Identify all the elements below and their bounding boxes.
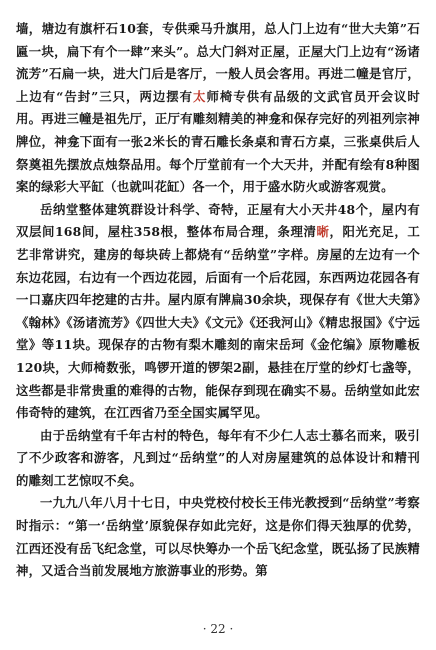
p3-text: 由于岳纳堂有千年古村的特色，每年有不少仁人志士慕名而来，吸引了不少政客和游客，凡到过“岳纳堂”的人对房屋建筑的总体设计和精刊的雕刻工艺惊叹不矣。 — [16, 427, 420, 488]
p2-text-a: 岳纳堂整体建筑群设计科学、奇特，正屋有大小天井48个，屋内有双层间168间，屋柱358根，整体布局合理，条理清 — [16, 201, 420, 240]
p1-text-b: 师椅专供有品级的文武官员开会议时用。再进三幢是祖先厅，正厅有雕刻精美的神龛和保存完好的列祖列宗神牌位，神龛下面有一张2米长的青石雕长条桌和青石方桌，三张桌供后人祭奠祖先摆放点烛祭品用。每个厅堂前有一个大天井，并配有绘有8种图案的绿彩大平缸（也就叫花缸）各一个，用于盛水防火或游客观赏。 — [16, 88, 420, 195]
p1-text-a: 墙，塘边有旗杆石10套，专供乘马升旗用，总人门上边有“世大夫第”石匾一块，扁下有个一肆”来头”。总大门斜对正屋，正屋大门上边有“汤诸流芳”石扁一块，进大门后是客厅，一般人员会客用。再进二幢是官厅，上边有“告封”三只，两边摆有 — [16, 21, 420, 104]
p4-text: 一九九八年八月十七日，中央党校付校长王伟光教授到“岳纳堂”考察时指示：“第一‘岳纳堂’原貌保存如此完好，这是你们得天独厚的优势，江西还没有岳飞纪念堂，可以尽快筹办一个岳飞纪念堂，既弘扬了民族精神，又适合当前发展地方旅游事业的形势。第 — [16, 495, 420, 579]
page-number: · 22 · — [202, 622, 234, 636]
paragraph-3 — [16, 425, 420, 493]
p1-highlight-tai: 太 — [193, 88, 207, 104]
document-page — [16, 18, 420, 618]
p2-highlight-xi: 晰 — [316, 224, 330, 240]
paragraph-4 — [16, 492, 420, 582]
paragraph-2 — [16, 199, 420, 425]
p2-text-b: ，阳光充足，工艺非常讲究，建房的每块砖上都烧有“岳纳堂”字样。房屋的左边有一个东边花园，右边有一个西边花园，后面有一个后花园，东西两边花园各有一口嘉庆四年挖建的古井。屋内原有牌扁30余块，现保存有《世大夫第》《翰林》《汤诸流芳》《四世大夫》《文元》《还我河山》《精忠报国》《宁远堂》等11块。现保存的古物有梨木雕刻的南宋岳珂《金佗编》原物雕板120块，大师椅数张，鸣锣开道的锣架2副，悬挂在厅堂的纱灯七盏等，这些都是非常贵重的难得的古物，能保存到现在确实不易。岳纳堂如此宏伟奇特的建筑，在江西省乃至全国实属罕见。 — [16, 224, 420, 421]
paragraph-1 — [16, 18, 420, 199]
